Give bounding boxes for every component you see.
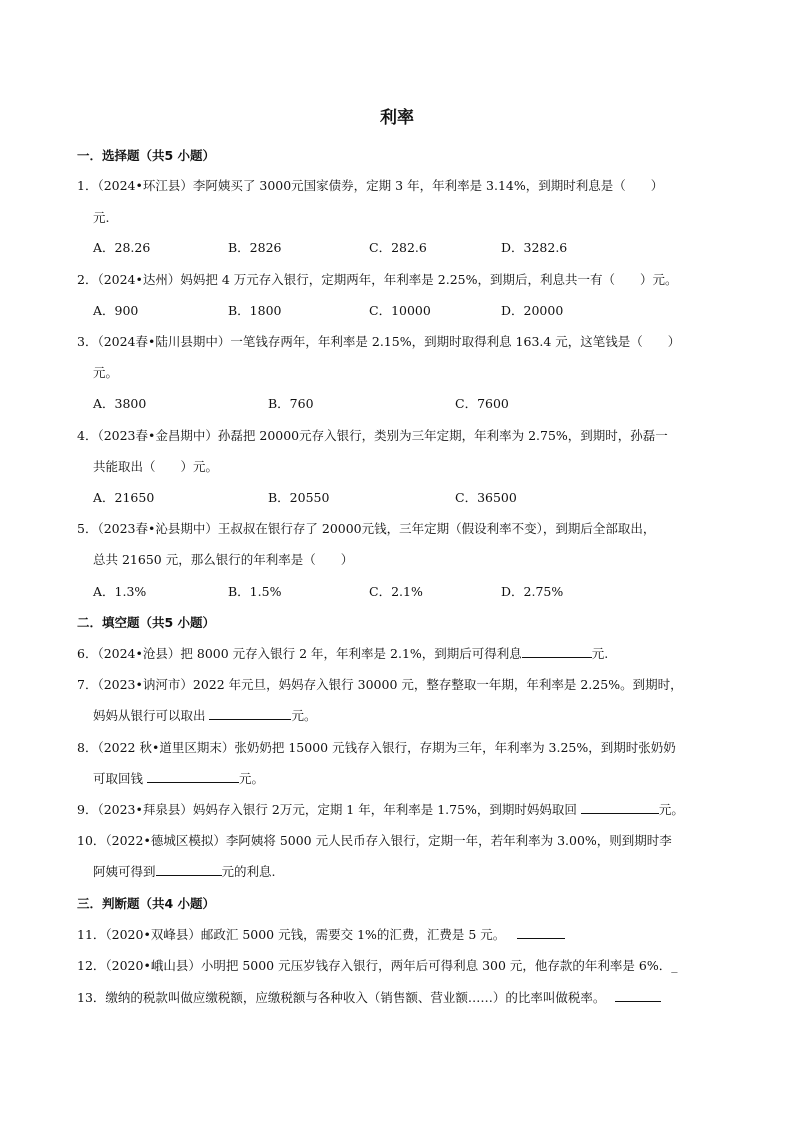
answer-blank[interactable] xyxy=(522,645,592,658)
question-2-option-d: D．20000 xyxy=(501,303,564,318)
question-1-text: 1．（2024•环江县）李阿姨买了 3000元国家债券，定期 3 年，年利率是 3.14%，到期时利息是（ ） xyxy=(77,178,664,193)
question-11 xyxy=(77,925,794,943)
question-4-option-b: B．20550 xyxy=(268,490,330,505)
question-8-text-cont: 可取回钱 xyxy=(93,771,147,786)
answer-blank[interactable] xyxy=(209,707,291,720)
question-12-text: 12．（2020•峨山县）小明把 5000 元压岁钱存入银行，两年后可得利息 300 元，他存款的年利率是 6%．_ xyxy=(77,958,678,973)
question-6-text: 6．（2024•沧县）把 8000 元存入银行 2 年，年利率是 2.1%，到期后可得利息 xyxy=(77,646,522,661)
question-9 xyxy=(77,800,794,818)
section-heading-fill: 二．填空题（共5 小题） xyxy=(77,615,216,630)
question-7-unit: 元。 xyxy=(291,708,317,723)
question-3-option-a: A．3800 xyxy=(93,396,147,411)
question-1-text-cont: 元. xyxy=(93,210,110,225)
question-1-option-c: C．282.6 xyxy=(369,240,427,255)
question-5-option-a: A．1.3% xyxy=(93,584,147,599)
question-8-unit: 元。 xyxy=(238,771,264,786)
question-4-option-c: C．36500 xyxy=(455,490,517,505)
answer-blank[interactable] xyxy=(581,801,659,814)
question-2-option-a: A．900 xyxy=(93,303,139,318)
question-6 xyxy=(77,644,794,662)
question-10-cont xyxy=(93,862,794,880)
answer-blank[interactable] xyxy=(147,770,239,783)
question-3-option-b: B．760 xyxy=(268,396,314,411)
question-1-option-d: D．3282.6 xyxy=(501,240,568,255)
question-10-text-cont: 阿姨可得到 xyxy=(93,864,156,879)
question-2-text: 2．（2024•达州）妈妈把 4 万元存入银行，定期两年，年利率是 2.25%，到期后，利息共一有（ ）元。 xyxy=(77,272,678,287)
question-8-text: 8．（2022 秋•道里区期末）张奶奶把 15000 元钱存入银行，存期为三年，年利率为 3.25%，到期时张奶奶 xyxy=(77,740,676,755)
question-4-option-a: A．21650 xyxy=(93,490,155,505)
page-title: 利率 xyxy=(380,108,414,128)
question-8-cont xyxy=(93,769,794,787)
question-5-text-cont: 总共 21650 元，那么银行的年利率是（ ） xyxy=(93,552,354,567)
question-1-option-a: A．28.26 xyxy=(93,240,151,255)
question-10-unit: 元的利息. xyxy=(221,864,276,879)
question-3-text: 3．（2024春•陆川县期中）一笔钱存两年，年利率是 2.15%，到期时取得利息 163.4 元，这笔钱是（ ） xyxy=(77,334,681,349)
answer-blank[interactable] xyxy=(615,989,661,1002)
question-2-option-c: C．10000 xyxy=(369,303,431,318)
answer-blank[interactable] xyxy=(517,926,565,939)
section-heading-judge: 三．判断题（共4 小题） xyxy=(77,896,216,911)
question-7-text-cont: 妈妈从银行可以取出 xyxy=(93,708,210,723)
answer-blank[interactable] xyxy=(156,863,222,876)
question-10-text: 10．（2022•德城区模拟）李阿姨将 5000 元人民币存入银行，定期一年，若年利率为 3.00%，则到期时李 xyxy=(77,833,672,848)
section-heading-choice: 一．选择题（共5 小题） xyxy=(77,148,216,163)
question-7-cont xyxy=(93,706,794,724)
question-3-text-cont: 元。 xyxy=(93,365,119,380)
question-5-text: 5．（2023春•沁县期中）王叔叔在银行存了 20000元钱，三年定期（假设利率不变），到期后全部取出， xyxy=(77,521,656,536)
question-4-text: 4．（2023春•金昌期中）孙磊把 20000元存入银行，类别为三年定期，年利率为 2.75%，到期时，孙磊一 xyxy=(77,428,668,443)
question-5-option-d: D．2.75% xyxy=(501,584,564,599)
question-1-option-b: B．2826 xyxy=(228,240,282,255)
question-7-text: 7．（2023•讷河市）2022 年元旦，妈妈存入银行 30000 元，整存整取一年期，年利率是 2.25%。到期时， xyxy=(77,677,683,692)
question-5-option-b: B．1.5% xyxy=(228,584,282,599)
question-4-text-cont: 共能取出（ ）元。 xyxy=(93,459,219,474)
question-13 xyxy=(77,988,794,1006)
question-11-text: 11．（2020•双峰县）邮政汇 5000 元钱，需要交 1%的汇费，汇费是 5 元。 xyxy=(77,927,506,942)
question-5-option-c: C．2.1% xyxy=(369,584,423,599)
question-9-text: 9．（2023•拜泉县）妈妈存入银行 2万元，定期 1 年，年利率是 1.75%，到期时妈妈取回 xyxy=(77,802,581,817)
question-3-option-c: C．7600 xyxy=(455,396,509,411)
question-6-unit: 元. xyxy=(591,646,609,661)
question-13-text: 13．缴纳的税款叫做应缴税额，应缴税额与各种收入（销售额、营业额……）的比率叫做税率。 xyxy=(77,990,606,1005)
question-9-unit: 元。 xyxy=(658,802,684,817)
question-2-option-b: B．1800 xyxy=(228,303,282,318)
